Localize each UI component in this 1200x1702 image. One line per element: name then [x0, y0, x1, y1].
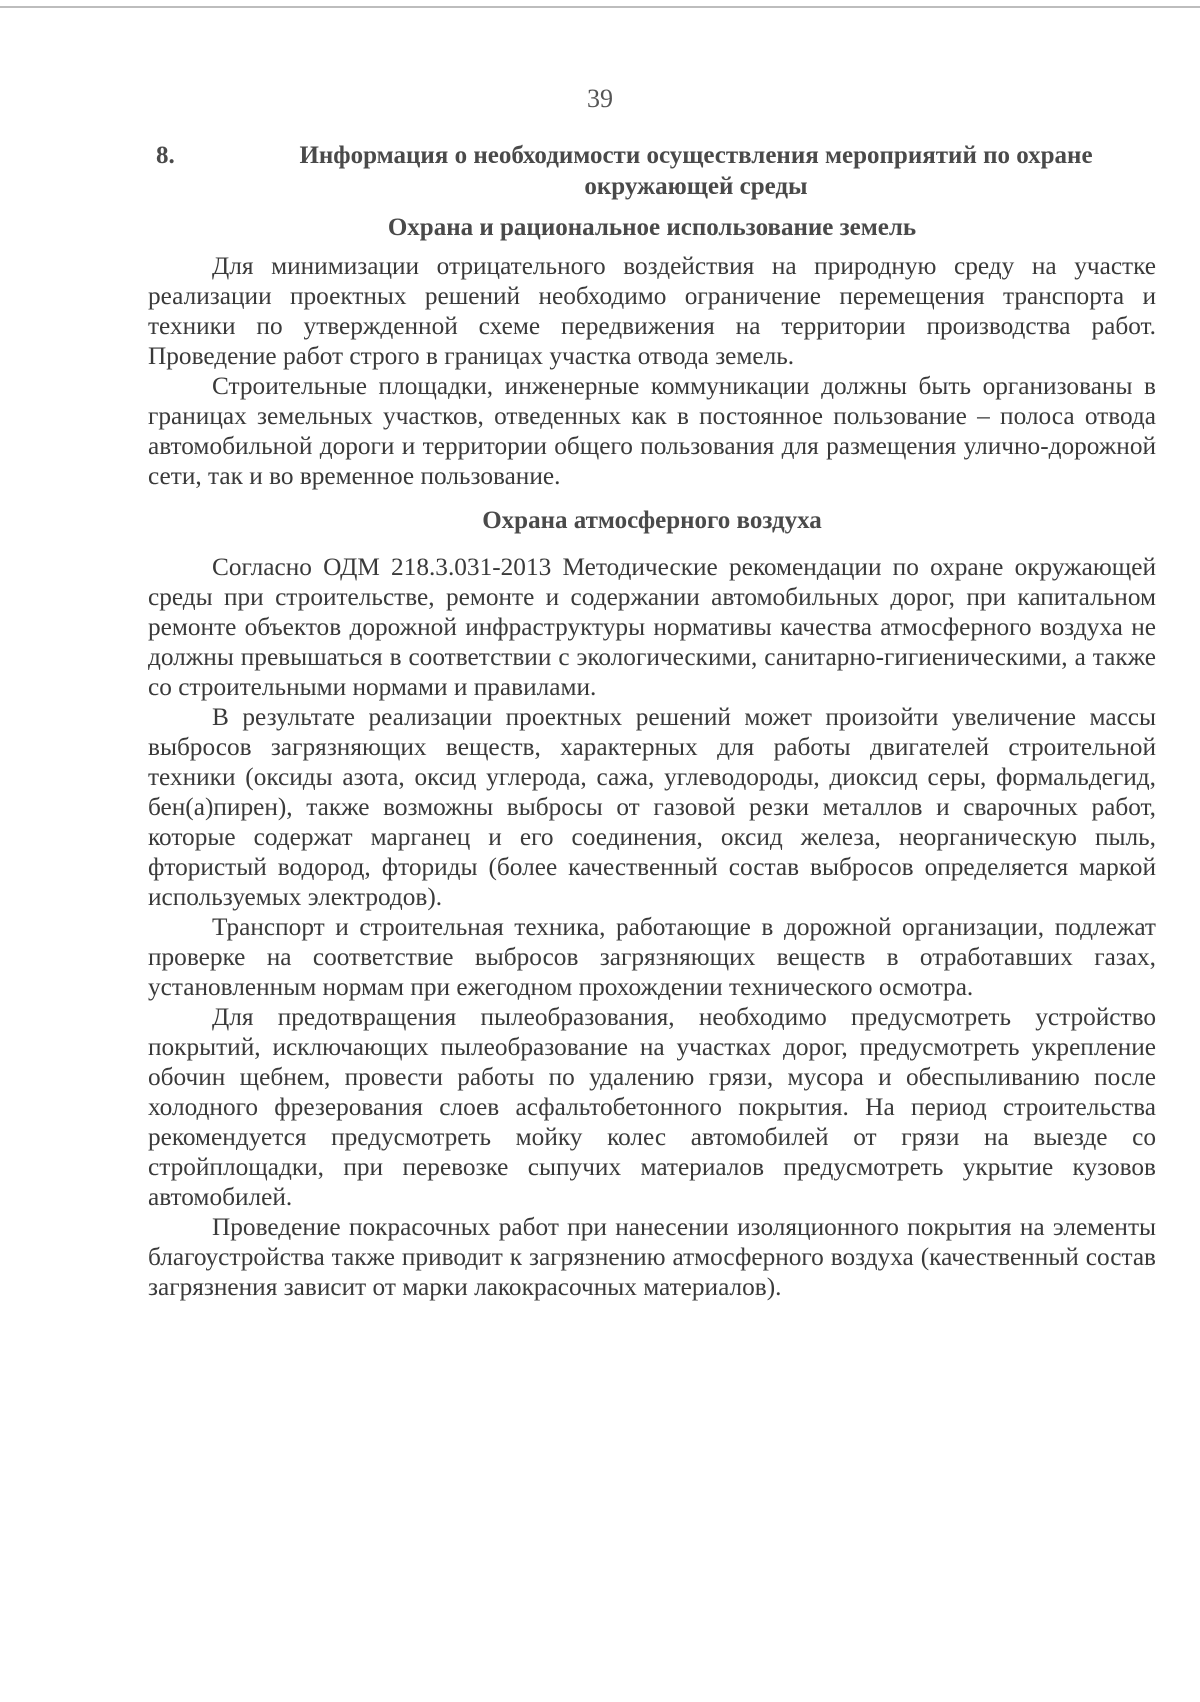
paragraph: Строительные площадки, инженерные коммуникации должны быть организованы в границах земельных участков, отведенных как в постоянное пользование – полоса отвода автомобильной дороги и территории общего пользования для размещения улично-дорожной сети, так и во временное пользование. — [148, 372, 1156, 490]
section-number: 8. — [156, 142, 175, 169]
paragraph: Согласно ОДМ 218.3.031-2013 Методические рекомендации по охране окружающей среды при строительстве, ремонте и содержании автомобильных дорог, при капитальном ремонте объектов дорожной инфраструктуры нормативы качества атмосферного воздуха не должны превышаться в соответствии с экологическими, санитарно-гигиеническими, а также со строительными нормами и правилами. — [148, 553, 1156, 701]
section-title: Информация о необходимости осуществления мероприятий по охране окружающей среды — [299, 142, 1093, 200]
paragraph: Транспорт и строительная техника, работающие в дорожной организации, подлежат проверке на соответствие выбросов загрязняющих веществ в отработавших газах, установленным нормам при ежегодном прохождении технического осмотра. — [148, 913, 1156, 1001]
section-heading — [148, 140, 1156, 202]
scan-top-edge — [0, 6, 1200, 8]
document-body — [148, 140, 1156, 1302]
paragraph: В результате реализации проектных решений может произойти увеличение массы выбросов загрязняющих веществ, характерных для работы двигателей строительной техники (оксиды азота, оксид углерода, сажа, углеводороды, диоксид серы, формальдегид, бен(а)пирен), также возможны выбросы от газовой резки металлов и сварочных работ, которые содержат марганец и его соединения, оксид железа, неорганическую пыль, фтористый водород, фториды (более качественный состав выбросов определяется маркой используемых электродов). — [148, 703, 1156, 911]
paragraph: Для минимизации отрицательного воздействия на природную среду на участке реализации проектных решений необходимо ограничение перемещения транспорта и техники по утвержденной схеме передвижения на территории производства работ. Проведение работ строго в границах участка отвода земель. — [148, 252, 1156, 370]
paragraph: Проведение покрасочных работ при нанесении изоляционного покрытия на элементы благоустройства также приводит к загрязнению атмосферного воздуха (качественный состав загрязнения зависит от марки лакокрасочных материалов). — [148, 1213, 1156, 1301]
subsection-heading-land: Охрана и рациональное использование земель — [387, 214, 917, 241]
page-number: 39 — [587, 84, 613, 113]
paragraph: Для предотвращения пылеобразования, необходимо предусмотреть устройство покрытий, исключающих пылеобразование на участках дорог, предусмотреть укрепление обочин щебнем, провести работы по удалению грязи, мусора и обеспыливанию после холодного фрезерования слоев асфальтобетонного покрытия. На период строительства рекомендуется предусмотреть мойку колес автомобилей от грязи на выезде со стройплощадки, при перевозке сыпучих материалов предусмотреть укрытие кузовов автомобилей. — [148, 1003, 1156, 1211]
subsection-heading-air: Охрана атмосферного воздуха — [482, 507, 822, 534]
